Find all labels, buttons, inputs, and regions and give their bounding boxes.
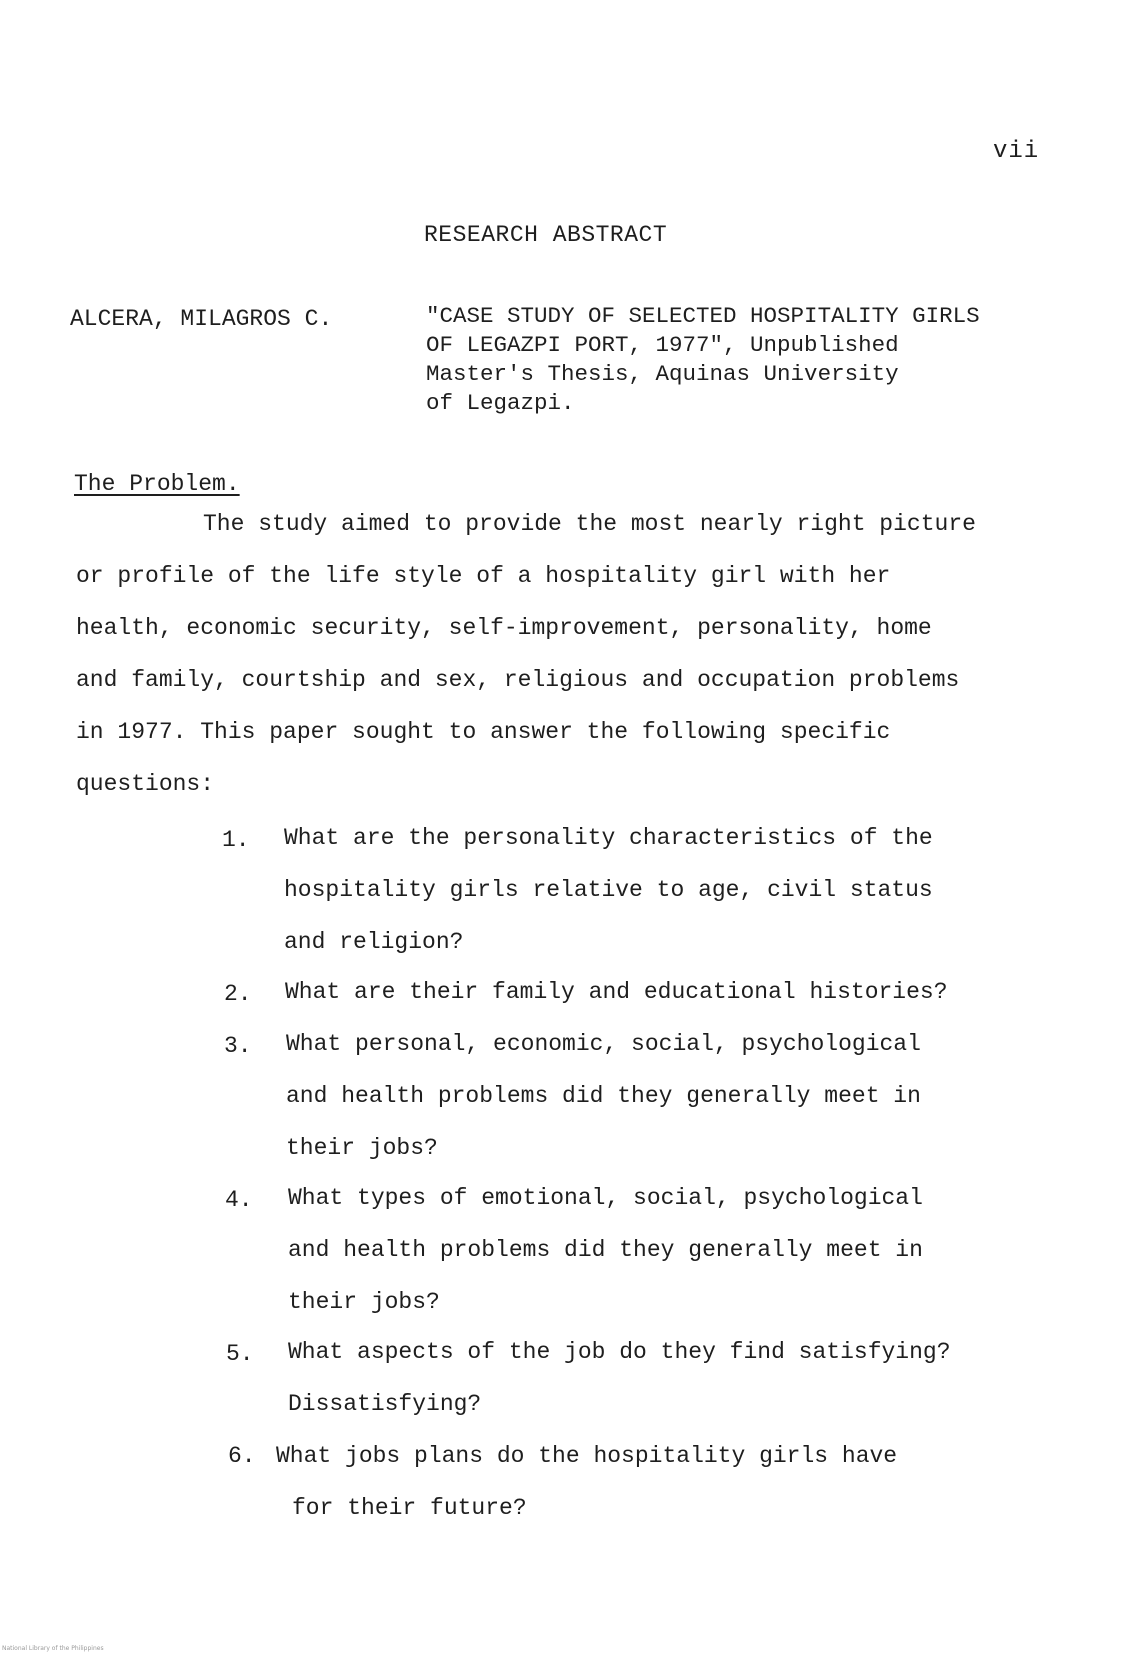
question-line: What jobs plans do the hospitality girls have	[276, 1443, 898, 1469]
question-line: for their future?	[292, 1495, 527, 1521]
citation-line: OF LEGAZPI PORT, 1977", Unpublished	[426, 332, 899, 358]
question-line: What types of emotional, social, psychological	[288, 1185, 923, 1211]
citation-line: Master's Thesis, Aquinas University	[426, 361, 899, 387]
question-line: and religion?	[284, 929, 464, 955]
question-line: What aspects of the job do they find satisfying?	[288, 1339, 951, 1365]
paragraph-line: health, economic security, self-improvement, personality, home	[76, 615, 932, 641]
question-line: What personal, economic, social, psychological	[286, 1031, 921, 1057]
scan-footer: National Library of the Philippines	[2, 1645, 104, 1652]
question-line: What are their family and educational histories?	[285, 979, 948, 1005]
paragraph-line: questions:	[76, 771, 215, 797]
paragraph-line: in 1977. This paper sought to answer the following specific	[76, 719, 891, 745]
question-number: 2.	[224, 981, 252, 1007]
citation-block	[426, 302, 980, 418]
question-line: hospitality girls relative to age, civil status	[284, 877, 933, 903]
section-title: The Problem.	[74, 471, 240, 497]
page-number: vii	[993, 138, 1040, 165]
question-line: their jobs?	[286, 1135, 438, 1161]
question-line: and health problems did they generally meet in	[286, 1083, 921, 1109]
question-line: and health problems did they generally meet in	[288, 1237, 923, 1263]
question-number: 1.	[222, 827, 250, 853]
citation-line: "CASE STUDY OF SELECTED HOSPITALITY GIRLS	[426, 303, 980, 329]
question-number: 4.	[225, 1187, 253, 1213]
question-line: Dissatisfying?	[288, 1391, 482, 1417]
question-line: their jobs?	[288, 1289, 440, 1315]
abstract-heading: RESEARCH ABSTRACT	[424, 222, 668, 248]
author-name: ALCERA, MILAGROS C.	[70, 306, 333, 332]
citation-line: of Legazpi.	[426, 390, 575, 416]
paragraph-line: or profile of the life style of a hospitality girl with her	[76, 563, 891, 589]
question-number: 5.	[226, 1341, 254, 1367]
question-number: 3.	[224, 1033, 252, 1059]
paragraph-line: The study aimed to provide the most nearly right picture	[203, 511, 976, 537]
paragraph-line: and family, courtship and sex, religious and occupation problems	[76, 667, 960, 693]
question-number: 6.	[228, 1443, 256, 1469]
question-line: What are the personality characteristics of the	[284, 825, 933, 851]
